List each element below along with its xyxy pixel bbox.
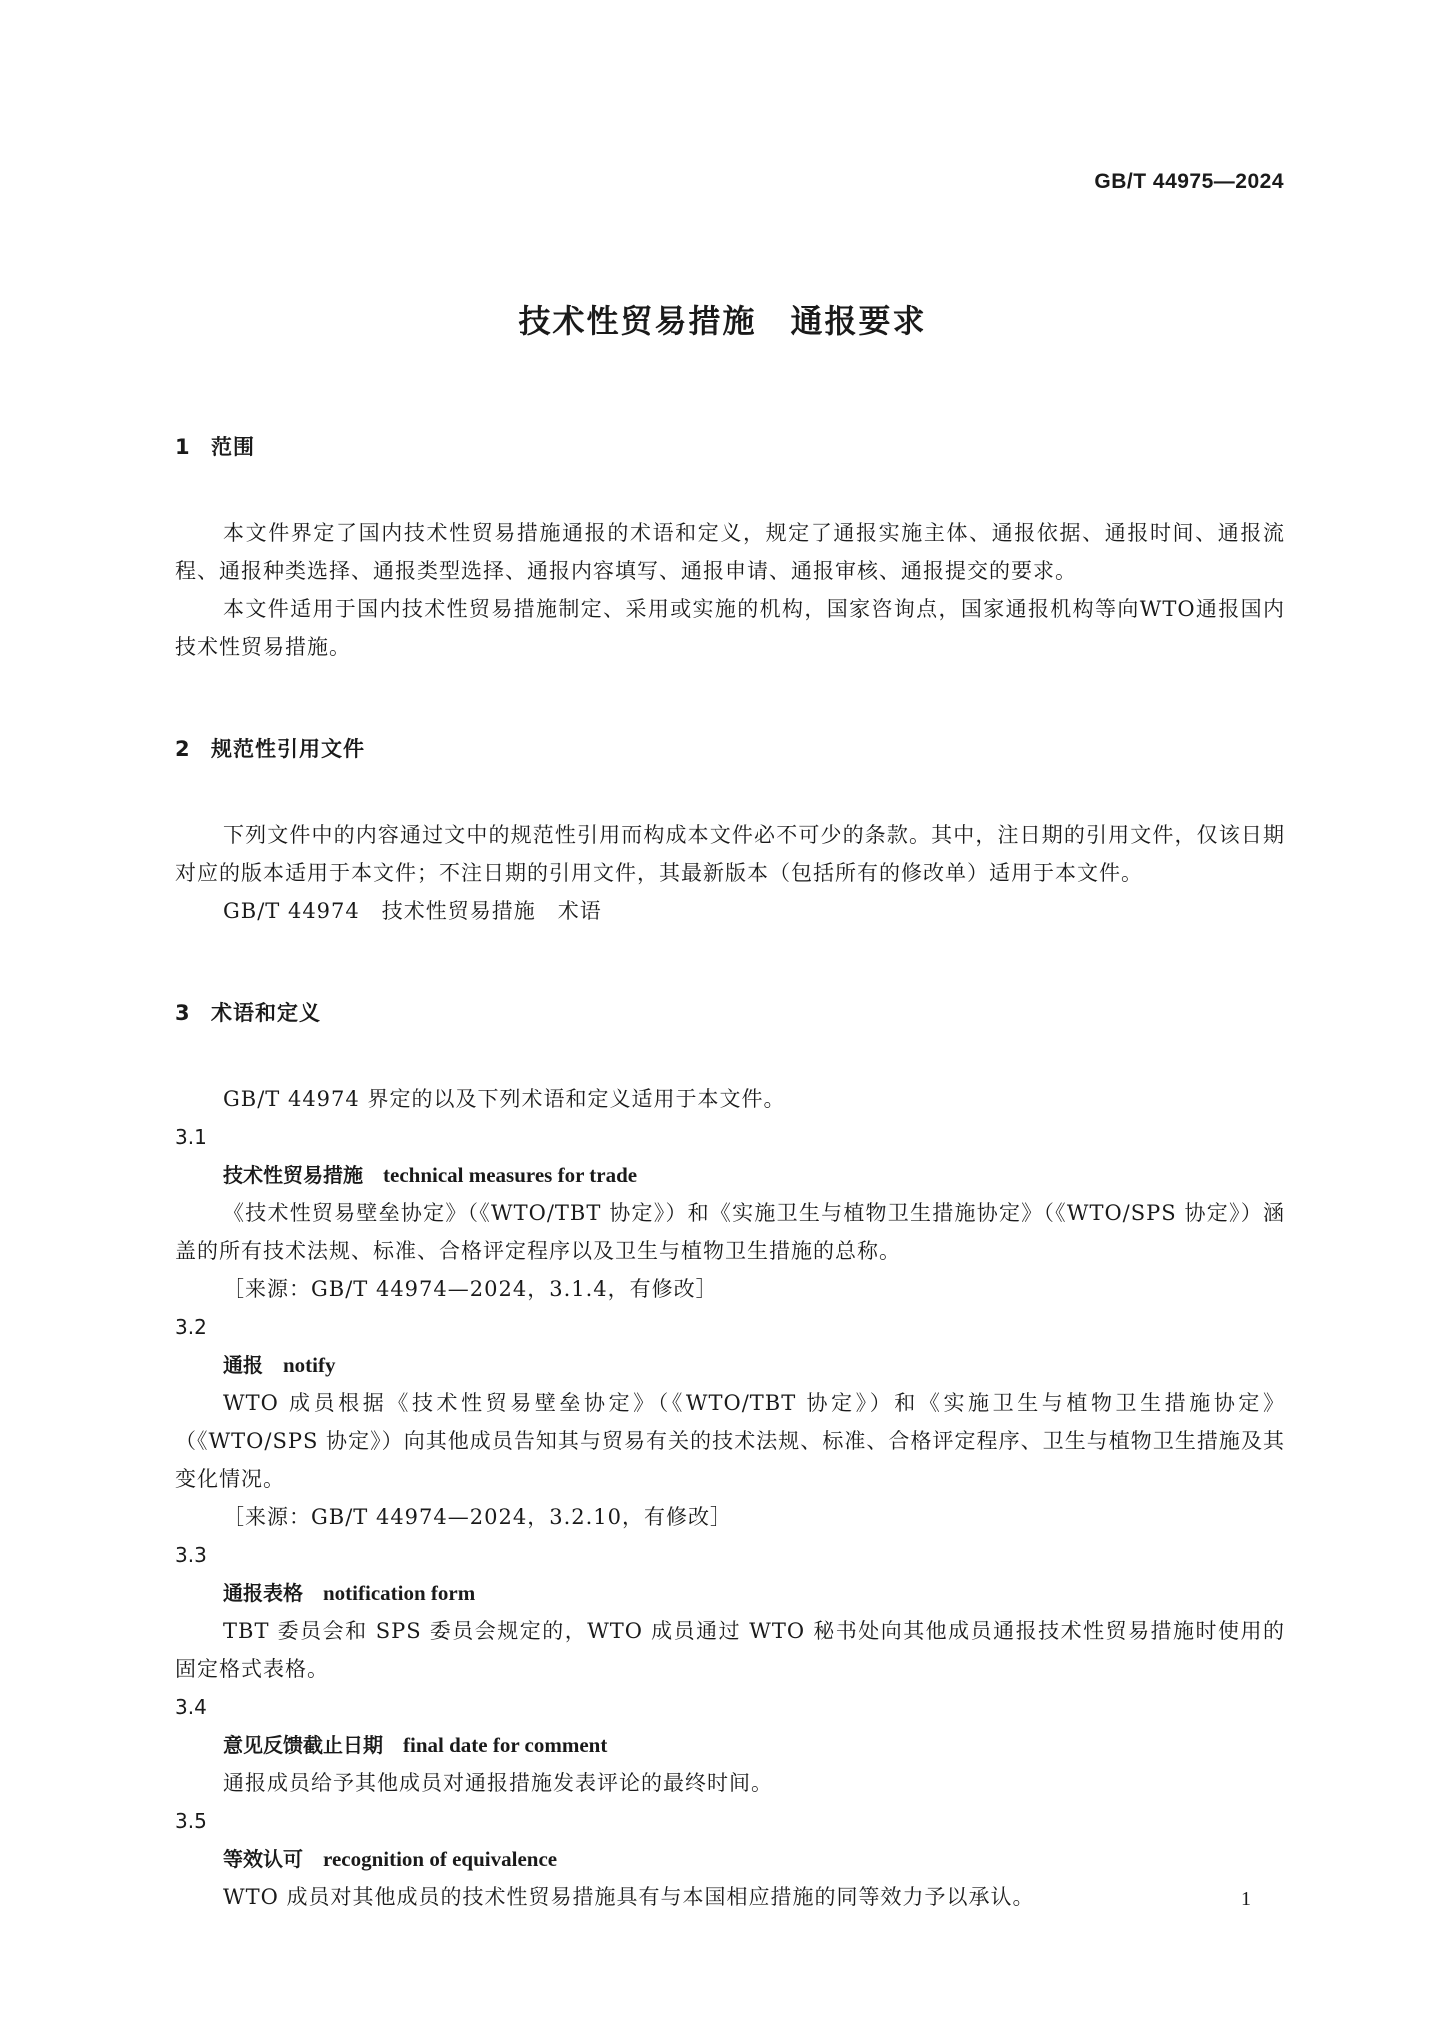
standard-code: GB/T 44975—2024 [1094, 170, 1284, 193]
term-number: 3.4 [175, 1695, 207, 1719]
term-english: notify [283, 1353, 336, 1377]
term-english: technical measures for trade [383, 1163, 638, 1187]
term-definition: WTO 成员根据《技术性贸易壁垒协定》（《WTO/TBT 协定》）和《实施卫生与植物卫生措施协定》（《WTO/SPS 协定》）向其他成员告知其与贸易有关的技术法规、标准、合格评定程序、卫生与植物卫生措施及其变化情况。 [175, 1391, 1285, 1491]
term-entry [175, 1536, 1285, 1688]
term-number: 3.3 [175, 1543, 207, 1567]
reference-entry: GB/T 44974 技术性贸易措施 术语 [223, 899, 602, 923]
section-number: 1 [175, 435, 191, 459]
document-body [175, 418, 1285, 1916]
section-heading [175, 984, 1285, 1042]
term-entry [175, 1308, 1285, 1536]
term-english: recognition of equivalence [323, 1847, 558, 1871]
term-definition: TBT 委员会和 SPS 委员会规定的，WTO 成员通过 WTO 秘书处向其他成员通报技术性贸易措施时使用的固定格式表格。 [175, 1619, 1285, 1681]
term-chinese: 等效认可 [223, 1847, 303, 1871]
paragraph: 本文件界定了国内技术性贸易措施通报的术语和定义，规定了通报实施主体、通报依据、通报时间、通报流程、通报种类选择、通报类型选择、通报内容填写、通报申请、通报审核、通报提交的要求。 [175, 521, 1285, 583]
term-entry [175, 1802, 1285, 1916]
term-heading [175, 1840, 1285, 1878]
term-heading [175, 1346, 1285, 1384]
term-heading [175, 1574, 1285, 1612]
paragraph: GB/T 44974 界定的以及下列术语和定义适用于本文件。 [223, 1087, 786, 1111]
term-definition: WTO 成员对其他成员的技术性贸易措施具有与本国相应措施的同等效力予以承认。 [223, 1885, 1035, 1909]
page-number: 1 [1241, 1888, 1251, 1910]
term-source: ［来源：GB/T 44974—2024，3.2.10，有修改］ [223, 1505, 733, 1529]
term-number: 3.5 [175, 1809, 207, 1833]
section-heading [175, 720, 1285, 778]
document-title: 技术性贸易措施 通报要求 [518, 302, 927, 340]
term-english: final date for comment [403, 1733, 608, 1757]
term-chinese: 技术性贸易措施 [223, 1163, 363, 1187]
paragraph: 下列文件中的内容通过文中的规范性引用而构成本文件必不可少的条款。其中，注日期的引用文件，仅该日期对应的版本适用于本文件；不注日期的引用文件，其最新版本（包括所有的修改单）适用于本文件。 [175, 823, 1285, 885]
section-normative-references [175, 720, 1285, 930]
term-chinese: 通报表格 [223, 1581, 303, 1605]
term-heading [175, 1726, 1285, 1764]
section-number: 3 [175, 1001, 191, 1025]
term-source: ［来源：GB/T 44974—2024，3.1.4，有修改］ [223, 1277, 718, 1301]
term-definition: 《技术性贸易壁垒协定》（《WTO/TBT 协定》）和《实施卫生与植物卫生措施协定》（《WTO/SPS 协定》）涵盖的所有技术法规、标准、合格评定程序以及卫生与植物卫生措施的总称。 [175, 1201, 1285, 1263]
term-entry [175, 1688, 1285, 1802]
section-heading [175, 418, 1285, 476]
section-title: 范围 [211, 435, 255, 459]
term-number: 3.1 [175, 1125, 207, 1149]
section-title: 规范性引用文件 [211, 737, 365, 761]
section-scope [175, 418, 1285, 666]
term-heading [175, 1156, 1285, 1194]
term-entry [175, 1118, 1285, 1308]
term-chinese: 通报 [223, 1353, 263, 1377]
section-number: 2 [175, 737, 191, 761]
term-chinese: 意见反馈截止日期 [223, 1733, 383, 1757]
term-number: 3.2 [175, 1315, 207, 1339]
term-definition: 通报成员给予其他成员对通报措施发表评论的最终时间。 [223, 1771, 773, 1795]
paragraph: 本文件适用于国内技术性贸易措施制定、采用或实施的机构，国家咨询点，国家通报机构等向WTO通报国内技术性贸易措施。 [175, 597, 1285, 659]
term-english: notification form [323, 1581, 476, 1605]
section-terms-and-definitions [175, 984, 1285, 1916]
section-title: 术语和定义 [211, 1001, 321, 1025]
